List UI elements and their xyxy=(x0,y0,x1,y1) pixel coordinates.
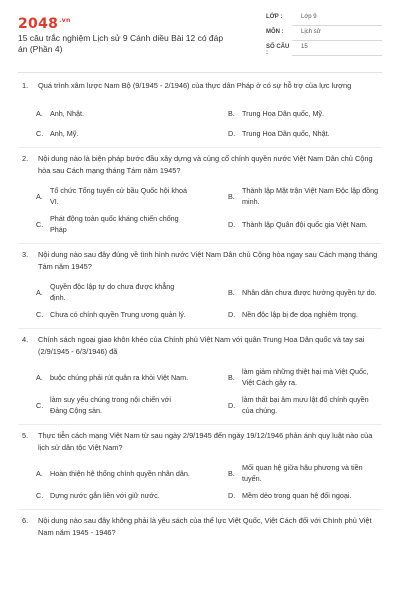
option-letter: C. xyxy=(36,129,44,138)
option-letter: D. xyxy=(228,310,236,319)
option-text: Chưa có chính quyền Trung ương quản lý. xyxy=(50,310,186,319)
option-text: Quyền độc lập tự do chưa được khẳng định. xyxy=(50,282,175,302)
option-d[interactable] xyxy=(228,490,400,501)
option-b[interactable] xyxy=(228,281,400,303)
question-divider xyxy=(18,147,382,148)
question-6 xyxy=(18,515,382,539)
question-2 xyxy=(18,153,382,235)
question-1 xyxy=(18,80,382,139)
question-number: 1. xyxy=(22,81,29,90)
option-text: buộc chúng phải rút quân ra khỏi Việt Nam. xyxy=(50,372,189,382)
question-head xyxy=(18,249,382,273)
option-d[interactable] xyxy=(228,394,400,416)
options xyxy=(36,462,382,501)
option-letter: A. xyxy=(36,109,43,118)
meta-label: MÔN : xyxy=(266,29,284,35)
option-b[interactable] xyxy=(228,185,400,207)
question-number: 5. xyxy=(22,431,29,440)
meta-value: Lịch sử xyxy=(292,29,382,41)
question-divider xyxy=(18,509,382,510)
question-text: Nội dung nào sau đây đúng về tình hình nước Việt Nam Dân chủ Cộng hòa ngay sau Cách mạng tháng Tám năm 1945? xyxy=(38,250,378,271)
question-5 xyxy=(18,430,382,501)
option-text: làm suy yếu chúng trong nội chiến với Đảng Cộng sản. xyxy=(50,395,171,415)
option-a[interactable] xyxy=(36,108,208,119)
question-divider xyxy=(18,328,382,329)
option-text: làm thất bại âm mưu lật đổ chính quyền của chúng. xyxy=(242,395,369,415)
option-letter: D. xyxy=(228,400,236,410)
option-letter: C. xyxy=(36,400,44,410)
meta-panel xyxy=(266,14,382,59)
option-letter: D. xyxy=(228,491,236,500)
option-text: Thành lập Quân đội quốc gia Việt Nam. xyxy=(242,219,368,229)
options xyxy=(36,281,382,320)
question-text: Quá trình xâm lược Nam Bộ (9/1945 - 2/1946) của thực dân Pháp ở có sự hỗ trợ của lực lượng xyxy=(38,81,352,90)
option-b[interactable] xyxy=(228,462,400,484)
option-letter: B. xyxy=(228,109,235,118)
document-header xyxy=(18,14,382,70)
question-head xyxy=(18,430,382,454)
option-c[interactable] xyxy=(36,213,208,235)
option-letter: C. xyxy=(36,310,44,319)
option-text: Trung Hoa Dân quốc, Mỹ. xyxy=(242,109,325,118)
option-d[interactable] xyxy=(228,309,400,320)
logo-text: 2048 xyxy=(18,16,59,32)
question-divider xyxy=(18,243,382,244)
option-letter: A. xyxy=(36,191,43,201)
option-c[interactable] xyxy=(36,128,208,139)
option-text: làm giảm những thiệt hại mà Việt Quốc, Việt Cách gây ra. xyxy=(242,367,369,387)
option-a[interactable] xyxy=(36,366,208,388)
option-b[interactable] xyxy=(228,366,400,388)
option-text: Anh, Mỹ. xyxy=(50,129,79,138)
option-a[interactable] xyxy=(36,185,208,207)
option-text: Trung Hoa Dân quốc, Nhật. xyxy=(242,129,330,138)
option-letter: A. xyxy=(36,468,43,478)
options xyxy=(36,185,382,235)
question-number: 3. xyxy=(22,250,29,259)
option-letter: B. xyxy=(228,287,235,297)
question-text: Nội dung nào sau đây không phải là yêu sách của thế lực Việt Quốc, Việt Cách đối với Chính phủ Việt Nam năm 1945 - 1946? xyxy=(38,516,372,537)
option-text: Anh, Nhật. xyxy=(50,109,84,118)
option-b[interactable] xyxy=(228,108,400,119)
question-head xyxy=(18,80,382,92)
question-3 xyxy=(18,249,382,320)
question-4 xyxy=(18,334,382,416)
option-d[interactable] xyxy=(228,128,400,139)
option-letter: A. xyxy=(36,372,43,382)
question-head xyxy=(18,153,382,177)
question-list xyxy=(18,80,382,539)
option-letter: D. xyxy=(228,129,236,138)
option-c[interactable] xyxy=(36,309,208,320)
option-text: Nhân dân chưa được hưởng quyền tự do. xyxy=(242,287,377,297)
question-text: Thực tiễn cách mạng Việt Nam từ sau ngày 2/9/1945 đến ngày 19/12/1946 phản ánh quy luật nào của lịch sử dân tộc Việt Nam? xyxy=(38,431,373,452)
option-text: Mềm dẻo trong quan hệ đối ngoại. xyxy=(242,491,352,500)
question-number: 2. xyxy=(22,154,29,163)
meta-row-class xyxy=(266,14,382,29)
meta-row-count xyxy=(266,44,382,59)
options xyxy=(36,108,382,139)
option-letter: A. xyxy=(36,287,43,297)
option-letter: C. xyxy=(36,219,44,229)
option-letter: B. xyxy=(228,468,235,478)
document-title: 15 câu trắc nghiệm Lịch sử 9 Cánh diều Bài 12 có đáp án (Phần 4) xyxy=(18,33,224,54)
meta-label: SỐ CÂU : xyxy=(266,44,290,56)
options xyxy=(36,366,382,416)
question-head xyxy=(18,515,382,539)
option-text: Dựng nước gắn liền với giữ nước. xyxy=(50,491,160,500)
option-text: Hoàn thiện hệ thống chính quyền nhân dân. xyxy=(50,468,190,478)
option-letter: D. xyxy=(228,219,236,229)
question-number: 4. xyxy=(22,335,29,344)
meta-value: Lớp 9 xyxy=(292,14,382,26)
option-d[interactable] xyxy=(228,213,400,235)
option-text: Phát động toàn quốc kháng chiến chống Pháp xyxy=(50,214,179,234)
meta-label: LỚP : xyxy=(266,14,283,20)
question-text: Chính sách ngoại giao khôn khéo của Chính phủ Việt Nam với quân Trung Hoa Dân quốc và tay sai (2/9/1945 - 6/3/1946) đã xyxy=(38,335,365,356)
logo-suffix: .vn xyxy=(59,17,71,25)
option-letter: B. xyxy=(228,191,235,201)
option-c[interactable] xyxy=(36,394,208,416)
option-letter: B. xyxy=(228,372,235,382)
question-text: Nội dung nào là biện pháp bước đầu xây dựng và củng cố chính quyền nước Việt Nam Dân chủ Cộng hòa sau Cách mạng tháng Tám năm 1945? xyxy=(38,154,373,175)
question-divider xyxy=(18,424,382,425)
option-text: Nền độc lập bị đe dọa nghiêm trọng. xyxy=(242,310,358,319)
option-text: Tổ chức Tổng tuyển cử bầu Quốc hội khoá VI. xyxy=(50,186,187,206)
meta-row-subject xyxy=(266,29,382,44)
option-a[interactable] xyxy=(36,462,208,484)
site-logo[interactable] xyxy=(18,16,71,32)
option-c[interactable] xyxy=(36,490,208,501)
header-divider xyxy=(18,72,382,73)
meta-value: 15 xyxy=(292,44,382,56)
question-number: 6. xyxy=(22,516,29,525)
question-head xyxy=(18,334,382,358)
option-a[interactable] xyxy=(36,281,208,303)
option-text: Thành lập Mặt trận Việt Nam Độc lập đồng minh. xyxy=(242,186,379,206)
option-letter: C. xyxy=(36,491,44,500)
option-text: Mối quan hệ giữa hậu phương và tiền tuyến. xyxy=(242,463,363,483)
